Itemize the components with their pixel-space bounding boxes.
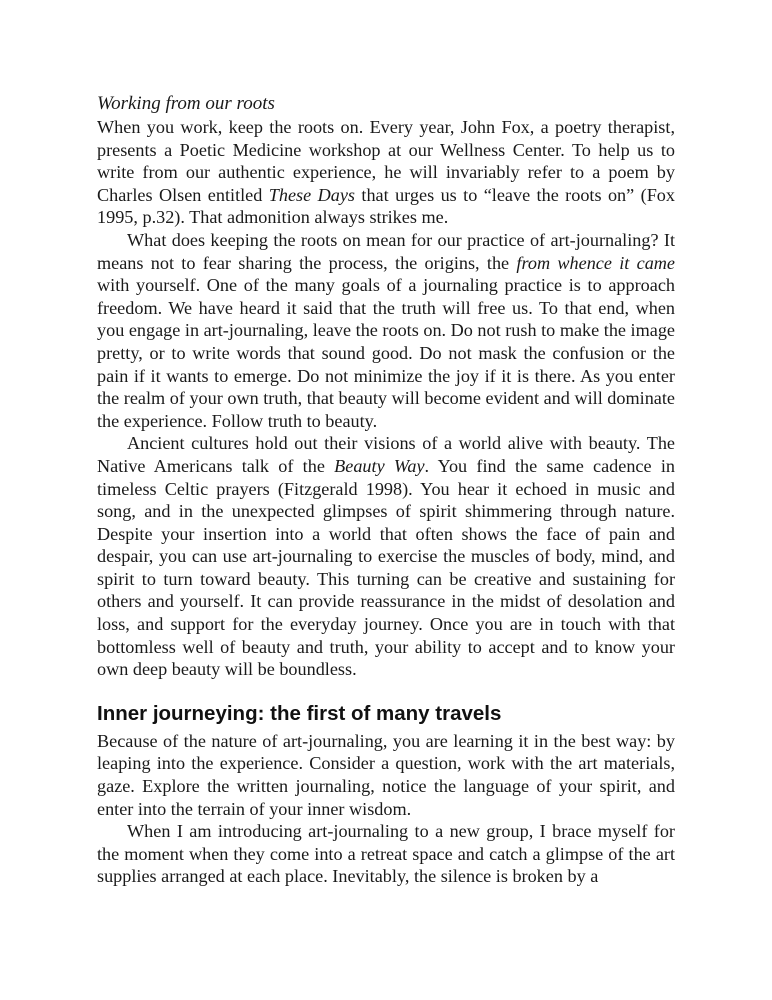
- paragraph: [97, 116, 675, 229]
- section-body: [97, 730, 675, 888]
- text-run: Ancient cultures hold out their visions of a world alive with beauty. The Native Americans talk of the: [97, 433, 675, 476]
- italic-phrase: These Days: [268, 184, 355, 205]
- paragraph: [97, 820, 675, 888]
- paragraph: [97, 730, 675, 820]
- text-run: . You find the same cadence in timeless Celtic prayers (Fitzgerald 1998). You hear it echoed in music and song, and in the unexpected glimpses of spirit shimmering through nature. Despite your insertion into a world that often shows the face of pain and despair, you can use art-journaling to exercise the muscles of body, mind, and spirit to turn toward beauty. This turning can be creative and sustaining for others and yourself. It can provide reassurance in the midst of desolation and loss, and support for the everyday journey. Once you are in touch with that bottomless well of beauty and truth, your ability to accept and to know your own deep beauty will be boundless.: [97, 455, 675, 680]
- text-run: When you work, keep the roots on. Every year, John Fox, a poetry therapist, presents a Poetic Medicine workshop at our Wellness Center. To help us to write from our authentic experience, he will invariably refer to a poem by Charles Olsen entitled: [97, 117, 675, 205]
- paragraph: [97, 432, 675, 681]
- italic-phrase: from whence it came: [516, 252, 676, 273]
- subsection-body: [97, 116, 675, 681]
- text-run: What does keeping the roots on mean for our practice of art-journaling? It means not to fear sharing the process, the origins, the: [97, 229, 675, 273]
- section-heading: Inner journeying: the first of many travels: [97, 701, 502, 725]
- subsection-title: Working from our roots: [97, 93, 275, 114]
- text-run: When I am introducing art-journaling to a new group, I brace myself for the moment when they come into a retreat space and catch a glimpse of the art supplies arranged at each place. Inevitably, the silence is broken by a: [97, 821, 675, 887]
- document-page: [97, 88, 675, 888]
- text-run: that urges us to “leave the roots on” (Fox 1995, p.32). That admonition always strikes me.: [97, 184, 675, 228]
- paragraph: [97, 229, 675, 432]
- text-run: with yourself. One of the many goals of a journaling practice is to approach freedom. We have heard it said that the truth will free us. To that end, when you engage in art-journaling, leave the roots on. Do not rush to make the image pretty, or to write words that sound good. Do not mask the confusion or the pain if it wants to emerge. Do not minimize the joy if it is there. As you enter the realm of your own truth, that beauty will become evident and will dominate the experience. Follow truth to beauty.: [97, 275, 675, 431]
- text-run: Because of the nature of art-journaling, you are learning it in the best way: by leaping into the experience. Consider a question, work with the art materials, gaze. Explore the written journaling, notice the language of your spirit, and enter into the terrain of your inner wisdom.: [97, 730, 675, 819]
- italic-phrase: Beauty Way: [334, 455, 425, 476]
